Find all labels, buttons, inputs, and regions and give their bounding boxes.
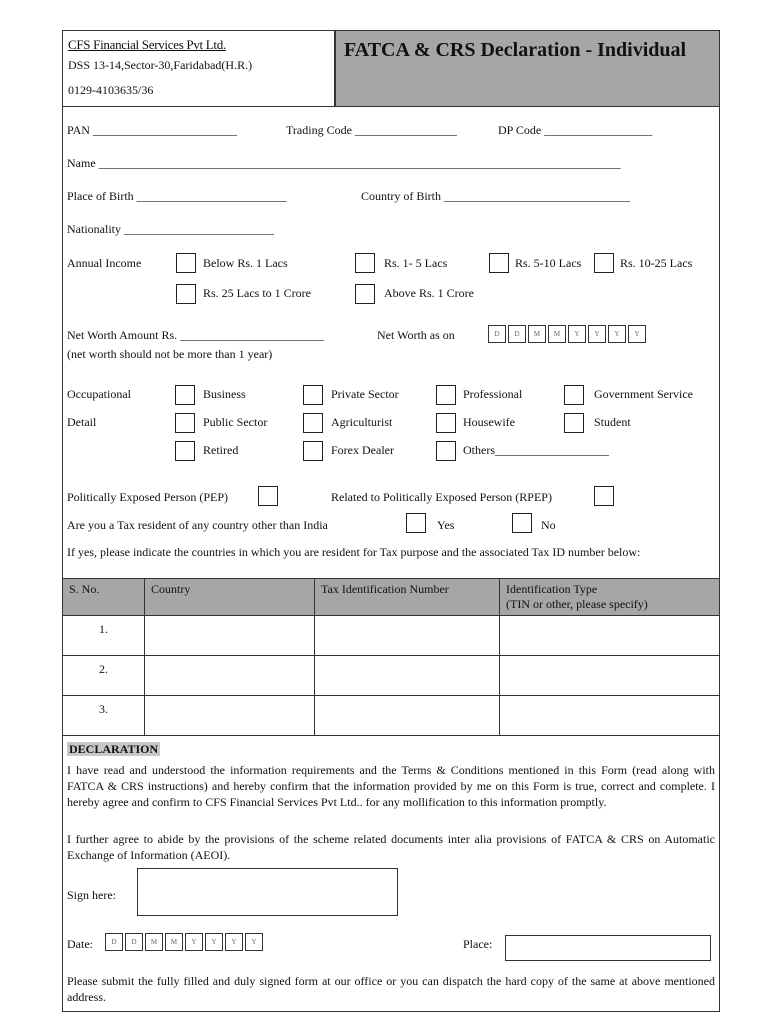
serial-number-cell: 1. [63,616,145,656]
table-row [63,696,720,736]
declaration-date-digit-box[interactable]: Y [185,933,203,951]
income-below-1-lac-checkbox[interactable] [176,253,196,273]
income-option-label: Rs. 10-25 Lacs [620,256,693,270]
occupation-option-label: Professional [463,387,523,401]
tax-resident-no-checkbox[interactable] [512,513,532,533]
occupation-option-label: Student [594,415,631,429]
occupation-private-sector-checkbox[interactable] [303,385,323,405]
sign-label: Sign here: [67,888,116,902]
occupation-government-service-checkbox[interactable] [564,385,584,405]
id-type-cell[interactable] [500,656,720,696]
tax-instruction: If yes, please indicate the countries in which you are resident for Tax purpose and the associated Tax ID number below: [67,545,641,559]
company-name: CFS Financial Services Pvt Ltd. [68,37,226,52]
tax-resident-yes-checkbox[interactable] [406,513,426,533]
serial-number-cell: 3. [63,696,145,736]
income-1-5-lacs-checkbox[interactable] [355,253,375,273]
tin-cell[interactable] [315,616,500,656]
occupation-option-label: Forex Dealer [331,443,394,457]
occupation-agriculturist-checkbox[interactable] [303,413,323,433]
signature-box[interactable] [137,868,398,916]
net-worth-date-digit-box[interactable]: Y [588,325,606,343]
place-of-birth-field[interactable]: Place of Birth _________________________ [67,189,287,203]
net-worth-date-digit-box[interactable]: D [488,325,506,343]
column-header: Identification Type [506,582,598,596]
net-worth-date-digit-box[interactable]: Y [628,325,646,343]
column-header-id-type [500,579,720,616]
table-row [63,656,720,696]
declaration-date-digit-box[interactable]: D [105,933,123,951]
annual-income-label: Annual Income [67,256,142,270]
tax-resident-yes-label: Yes [437,518,455,532]
tax-resident-question: Are you a Tax resident of any country other than India [67,518,328,532]
declaration-paragraph-2: I further agree to abide by the provisions of the scheme related documents inter alia provisions of FATCA & CRS on Automatic Exchange of Information (AEOI). [67,832,715,862]
id-type-cell[interactable] [500,696,720,736]
declaration-date-digit-box[interactable]: M [145,933,163,951]
id-type-cell[interactable] [500,616,720,656]
net-worth-amount-field[interactable]: Net Worth Amount Rs. ________________________ [67,328,325,342]
table-header-row [63,579,720,616]
declaration-date-digit-box[interactable]: Y [225,933,243,951]
column-header: Country [145,579,315,616]
net-worth-date-digit-box[interactable]: M [528,325,546,343]
pan-field[interactable]: PAN ________________________ [67,123,237,137]
income-option-label: Rs. 1- 5 Lacs [384,256,448,270]
nationality-field[interactable]: Nationality _________________________ [67,222,274,236]
net-worth-date-digit-box[interactable]: Y [608,325,626,343]
net-worth-date-digit-box[interactable]: M [548,325,566,343]
occupation-student-checkbox[interactable] [564,413,584,433]
income-option-label: Rs. 25 Lacs to 1 Crore [203,286,311,300]
declaration-date-digit-box[interactable]: Y [205,933,223,951]
occupation-business-checkbox[interactable] [175,385,195,405]
occupation-label-detail: Detail [67,415,97,429]
occupation-public-sector-checkbox[interactable] [175,413,195,433]
table-row [63,616,720,656]
dp-code-field[interactable]: DP Code __________________ [498,123,653,137]
pep-checkbox[interactable] [258,486,278,506]
tax-residency-table [62,578,720,736]
form-title: FATCA & CRS Declaration - Individual [344,39,687,61]
income-10-25-lacs-checkbox[interactable] [594,253,614,273]
occupation-others-checkbox[interactable] [436,441,456,461]
date-label: Date: [67,937,93,951]
country-cell[interactable] [145,696,315,736]
country-of-birth-field[interactable]: Country of Birth _______________________________ [361,189,630,203]
income-option-label: Rs. 5-10 Lacs [515,256,582,270]
declaration-date-digit-box[interactable]: D [125,933,143,951]
occupation-label: Occupational [67,387,131,401]
occupation-professional-checkbox[interactable] [436,385,456,405]
company-address: DSS 13-14,Sector-30,Faridabad(H.R.) [68,58,253,72]
occupation-forex-dealer-checkbox[interactable] [303,441,323,461]
net-worth-as-on-label: Net Worth as on [377,328,455,342]
rpep-label: Related to Politically Exposed Person (RPEP) [331,490,552,504]
occupation-option-label: Agriculturist [331,415,393,429]
net-worth-date-digit-box[interactable]: Y [568,325,586,343]
occupation-others-field[interactable]: Others___________________ [463,443,609,457]
occupation-option-label: Housewife [463,415,515,429]
column-header-note: (TIN or other, please specify) [506,597,648,611]
serial-number-cell: 2. [63,656,145,696]
income-above-1-crore-checkbox[interactable] [355,284,375,304]
occupation-housewife-checkbox[interactable] [436,413,456,433]
header-title-block [335,30,720,107]
occupation-option-label: Retired [203,443,239,457]
column-header: Tax Identification Number [315,579,500,616]
net-worth-note: (net worth should not be more than 1 year) [67,347,273,361]
column-header: S. No. [63,579,145,616]
tin-cell[interactable] [315,656,500,696]
occupation-option-label: Business [203,387,246,401]
income-option-label: Above Rs. 1 Crore [384,286,474,300]
tax-resident-no-label: No [541,518,556,532]
country-cell[interactable] [145,656,315,696]
country-cell[interactable] [145,616,315,656]
trading-code-field[interactable]: Trading Code _________________ [286,123,457,137]
net-worth-date-digit-box[interactable]: D [508,325,526,343]
tin-cell[interactable] [315,696,500,736]
pep-label: Politically Exposed Person (PEP) [67,490,228,504]
declaration-paragraph-1: I have read and understood the information requirements and the Terms & Conditions mentioned in this Form (read along with FATCA & CRS instructions) and hereby confirm that the information provided by me on this Form is true, correct and complete. I hereby agree and confirm to CFS Financial Services Pvt Ltd.. for any mollification to this information promptly. [67,763,715,809]
declaration-date-digit-box[interactable]: M [165,933,183,951]
occupation-option-label: Public Sector [203,415,268,429]
name-field[interactable]: Name _______________________________________________________________________________________ [67,156,621,170]
place-input[interactable] [505,935,711,961]
submission-note: Please submit the fully filled and duly signed form at our office or you can dispatch the hard copy of the same at above mentioned address. [67,974,715,1004]
declaration-date-digit-box[interactable]: Y [245,933,263,951]
income-5-10-lacs-checkbox[interactable] [489,253,509,273]
income-25-lacs-1-crore-checkbox[interactable] [176,284,196,304]
occupation-option-label: Private Sector [331,387,399,401]
declaration-heading: DECLARATION [69,742,159,756]
place-label: Place: [463,937,493,951]
company-phone: 0129-4103635/36 [68,83,154,97]
income-option-label: Below Rs. 1 Lacs [203,256,288,270]
occupation-option-label: Government Service [594,387,693,401]
header-contact-block [62,30,335,107]
occupation-retired-checkbox[interactable] [175,441,195,461]
rpep-checkbox[interactable] [594,486,614,506]
